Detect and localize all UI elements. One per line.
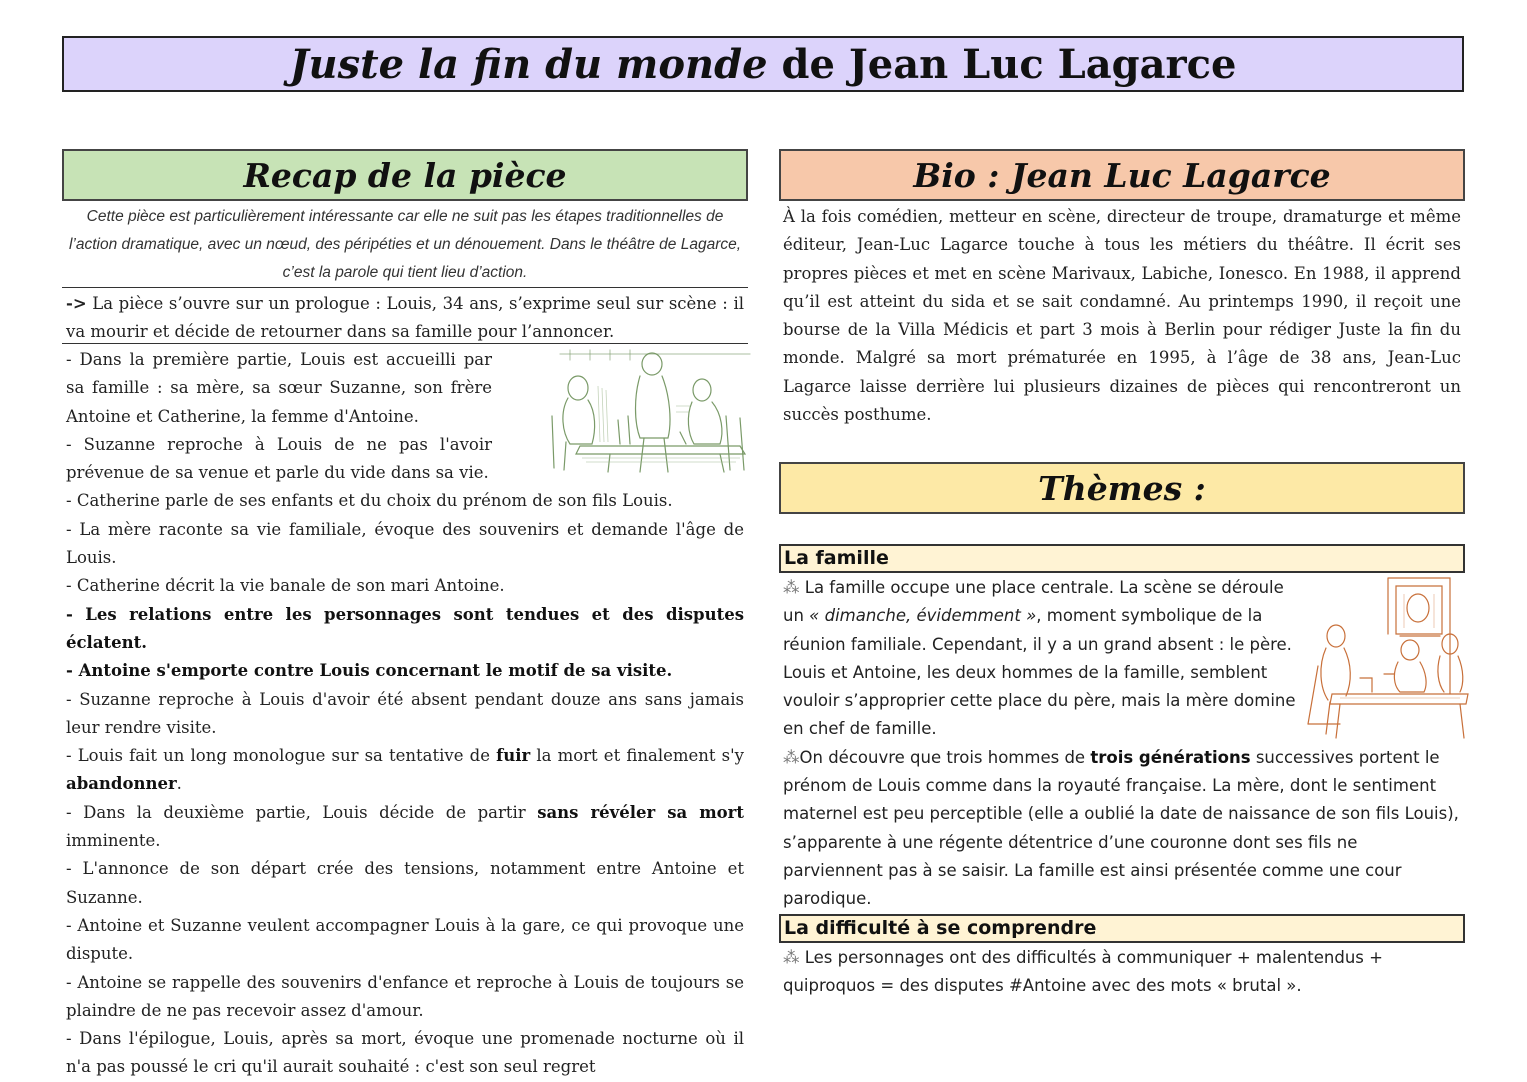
text-run: . [176,774,182,794]
recap-item: - Dans la première partie, Louis est accueilli par sa famille : sa mère, sa sœur Suzanne, son frère Antoine et Catherine, la femme d'Antoine. [66,350,492,426]
text-run: - Louis fait un long monologue sur sa tentative de [66,746,497,766]
recap-item: - L'annonce de son départ crée des tensions, notamment entre Antoine et Suzanne. [66,859,744,907]
bold-text: - Antoine s'emporte contre Louis concernant le motif de sa visite. [66,661,673,681]
bold-text: sans révéler sa mort [537,802,744,822]
bold-text: - Les relations entre les personnages sont tendues et des disputes éclatent. [66,604,744,652]
italic-quote: « dimanche, évidemment » [809,606,1037,626]
title-italic-part: Juste la fin du monde [289,40,768,88]
bold-text: trois générations [1090,747,1251,767]
text-run: successives portent le prénom de Louis comme dans la royauté française. La mère, dont le sentiment maternel est peu perceptible (elle a oublié la date de naissance de son fils Louis), s’apparente à une régente détentrice d’une couronne dont ses fils ne parviennent pas à se saisir. La famille est ainsi présentée comme une cour parodique. [783,747,1459,909]
recap-item: - Antoine se rappelle des souvenirs d'enfance et reproche à Louis de toujours se plaindre de ne pas recevoir assez d'amour. [66,972,744,1020]
recap-item: - Catherine décrit la vie banale de son mari Antoine. [66,576,505,596]
text-run: On découvre que trois hommes de [799,747,1091,767]
recap-item: - Antoine et Suzanne veulent accompagner Louis à la gare, ce qui provoque une dispute. [66,915,744,964]
family-table-sketch-illustration [1300,574,1472,740]
text-run: Les personnages ont des difficultés à communiquer + malentendus + quiproquos = des disputes #Antoine avec des mots « brutal ». [783,948,1383,996]
arrow-marker: -> [66,294,87,313]
recap-prologue [66,290,744,347]
text-run: la mort et finalement s'y [530,746,744,766]
family-sketch-illustration [540,346,764,474]
recap-item: - Suzanne reproche à Louis de ne pas l'avoir prévenue de sa venue et parle du vide dans sa vie. [66,434,492,483]
prologue-text: La pièce s’ouvre sur un prologue : Louis, 34 ans, s’exprime seul sur scène : il va mourir et décide de retourner dans sa famille pour l’annoncer. [66,294,744,342]
bio-heading: Bio : Jean Luc Lagarce [779,149,1465,201]
recap-intro: Cette pièce est particulièrement intéressante car elle ne suit pas les étapes traditionnelles de l’action dramatique, avec un nœud, des péripéties et un dénouement. Dans le théâtre de Lagarce, c’est la parole qui tient lieu d’action. [68,208,742,281]
recap-heading: Recap de la pièce [62,149,748,201]
recap-item-bold [66,657,744,685]
text-run: - Dans la deuxième partie, Louis décide de partir [66,802,538,822]
text-run: La famille occupe une place centrale. La scène se déroule un [783,578,1284,626]
theme-paragraph [783,744,1461,914]
recap-item [66,799,744,856]
divider [62,343,748,344]
theme-difficulte-title: La difficulté à se comprendre [779,914,1465,943]
bold-text: abandonner [66,774,177,794]
text-run: , moment symbolique de la réunion familiale. Cependant, il y a un grand absent : le père. Louis et Antoine, les deux hommes de la famille, semblent vouloir s’approprier cette place du père, mais la mère domine en chef de famille. [783,606,1296,739]
asterism-icon: ⁂ [783,747,800,767]
theme-difficulte-text [783,944,1461,1001]
document-title-text [290,41,1237,88]
bold-text: fuir [496,746,531,766]
text-run: imminente. [66,831,161,851]
recap-item [66,742,744,799]
theme-famille-title: La famille [779,544,1465,573]
divider [62,287,748,288]
bio-text: À la fois comédien, metteur en scène, directeur de troupe, dramaturge et même éditeur, Jean-Luc Lagarce touche à tous les métiers du théâtre. Il écrit ses propres pièces et met en scène Marivaux, Labiche, Ionesco. En 1988, il apprend qu’il est atteint du sida et se sait condamné. Au printemps 1990, il reçoit une bourse de la Villa Médicis et part 3 mois à Berlin pour rédiger Juste la fin du monde. Malgré sa mort prématurée en 1995, à l’âge de 38 ans, Jean-Luc Lagarce laisse derrière lui plusieurs dizaines de pièces qui rencontreront un succès posthume. [783,207,1461,425]
asterism-icon: ⁂ [783,948,800,967]
document-title [62,36,1464,92]
recap-item: - Suzanne reproche à Louis d'avoir été absent pendant douze ans sans jamais leur rendre visite. [66,689,744,737]
recap-item: - La mère raconte sa vie familiale, évoque des souvenirs et demande l'âge de Louis. [66,519,744,568]
themes-heading: Thèmes : [779,462,1465,514]
theme-paragraph [783,574,1303,744]
recap-item-bold [66,601,744,658]
recap-item: - Dans l'épilogue, Louis, après sa mort, évoque une promenade nocturne où il n'a pas poussé le cri qu'il aurait souhaité : c'est son seul regret [66,1029,744,1077]
recap-item: - Catherine parle de ses enfants et du choix du prénom de son fils Louis. [66,491,673,511]
asterism-icon: ⁂ [783,578,800,597]
theme-paragraph [783,944,1461,1001]
title-rest: de Jean Luc Lagarce [767,40,1237,88]
